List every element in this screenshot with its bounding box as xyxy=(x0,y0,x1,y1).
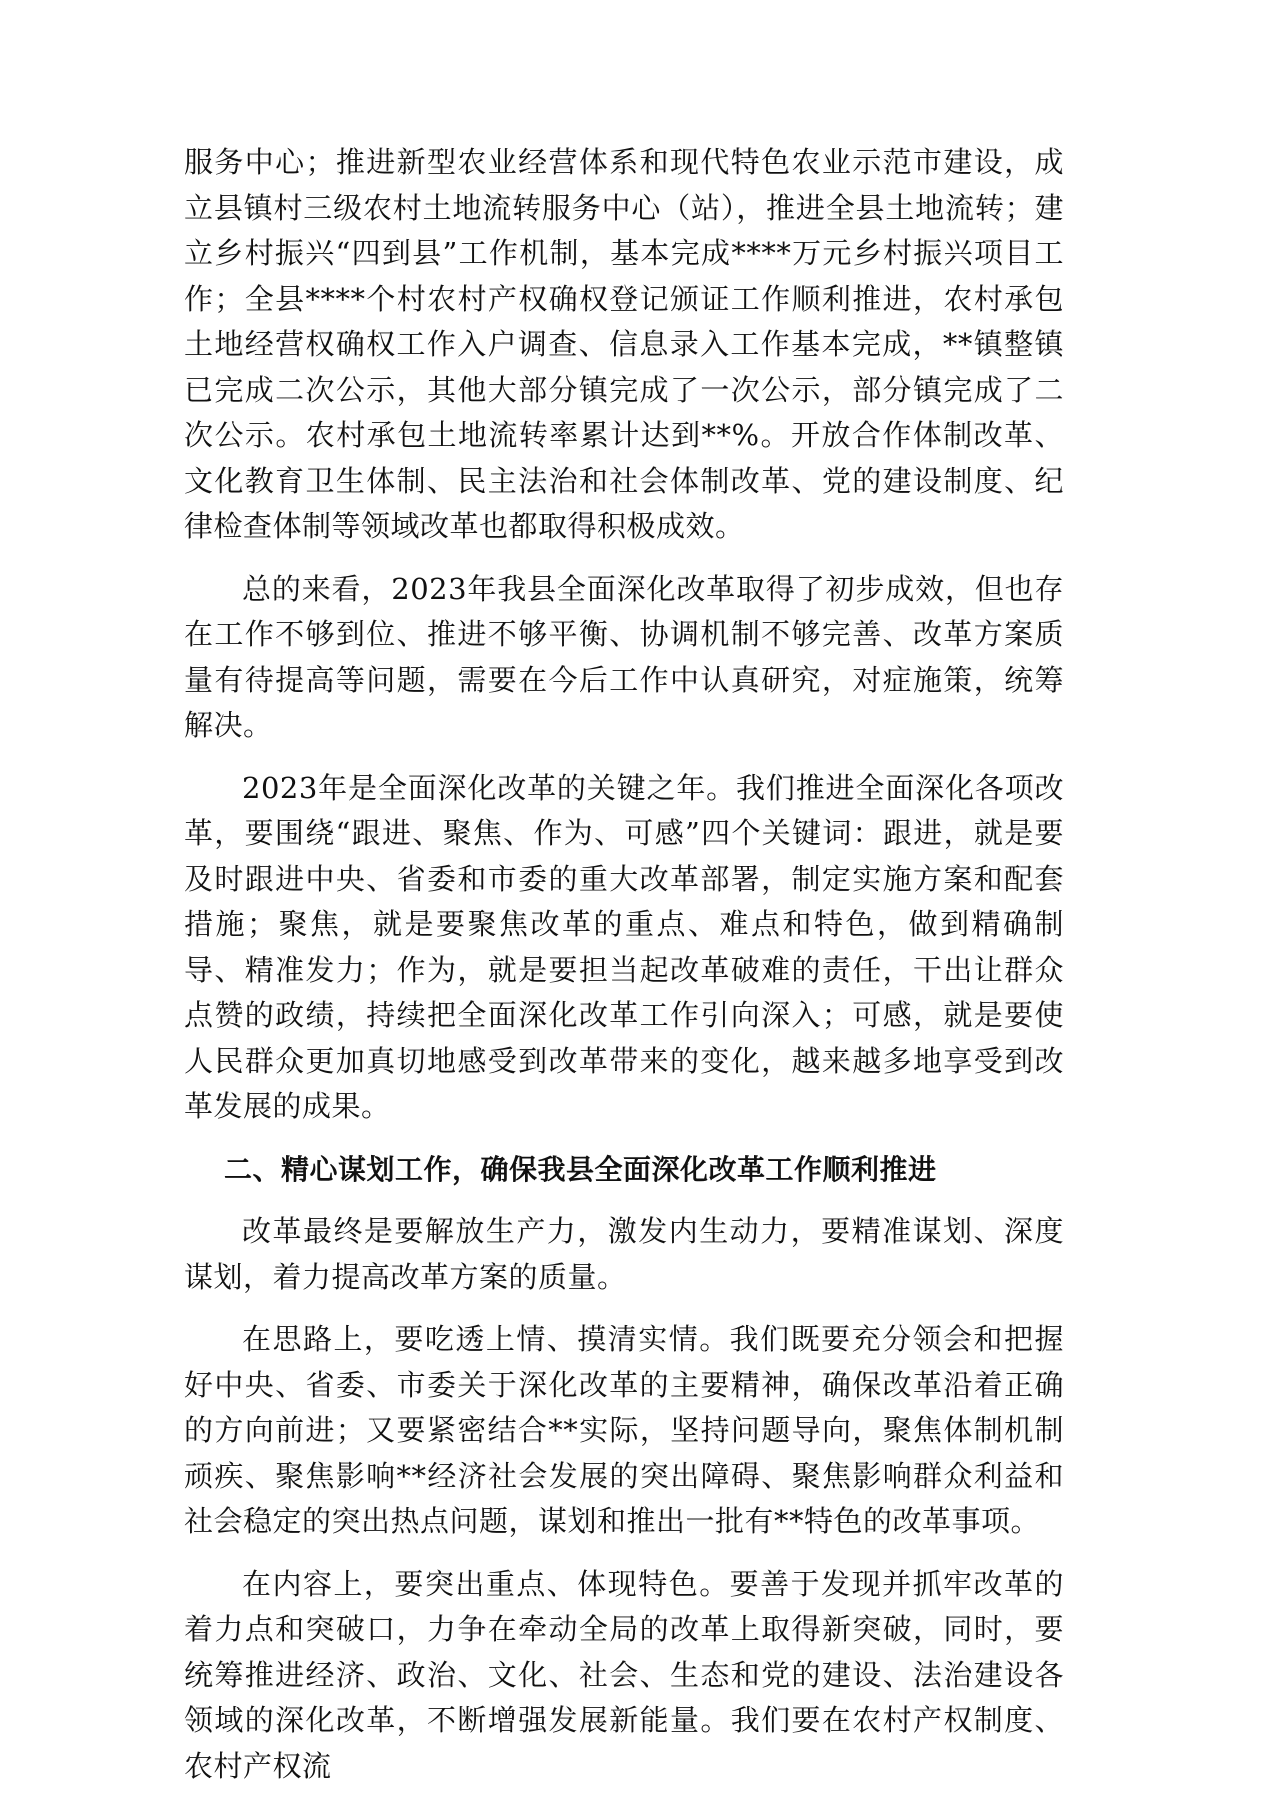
paragraph-thinking: 在思路上，要吃透上情、摸清实情。我们既要充分领会和把握好中央、省委、市委关于深化改革的主要精神，确保改革沿着正确的方向前进；又要紧密结合**实际，坚持问题导向，聚焦体制机制顽疾、聚焦影响**经济社会发展的突出障碍、聚焦影响群众利益和社会稳定的突出热点问题，谋划和推出一批有**特色的改革事项。 xyxy=(184,1322,1064,1538)
paragraph-key-year: 2023年是全面深化改革的关键之年。我们推进全面深化各项改革，要围绕“跟进、聚焦、作为、可感”四个关键词：跟进，就是要及时跟进中央、省委和市委的重大改革部署，制定实施方案和配套措施；聚焦，就是要聚焦改革的重点、难点和特色，做到精确制导、精准发力；作为，就是要担当起改革破难的责任，干出让群众点赞的政绩，持续把全面深化改革工作引向深入；可感，就是要使人民群众更加真切地感受到改革带来的变化，越来越多地享受到改革发展的成果。 xyxy=(184,770,1064,1123)
document-body xyxy=(184,140,1064,1806)
paragraph-content: 在内容上，要突出重点、体现特色。要善于发现并抓牢改革的着力点和突破口，力争在牵动全局的改革上取得新突破，同时，要统筹推进经济、政治、文化、社会、生态和党的建设、法治建设各领域的深化改革，不断增强发展新能量。我们要在农村产权制度、农村产权流 xyxy=(184,1566,1064,1783)
paragraph-overall-summary: 总的来看，2023年我县全面深化改革取得了初步成效，但也存在工作不够到位、推进不够平衡、协调机制不够完善、改革方案质量有待提高等问题，需要在今后工作中认真研究，对症施策，统筹解决。 xyxy=(184,571,1064,742)
section-heading-2: 二、精心谋划工作，确保我县全面深化改革工作顺利推进 xyxy=(224,1152,937,1186)
paragraph-rural-land-reform: 服务中心；推进新型农业经营体系和现代特色农业示范市建设，成立县镇村三级农村土地流转服务中心（站），推进全县土地流转；建立乡村振兴“四到县”工作机制，基本完成****万元乡村振兴项目工作；全县****个村农村产权确权登记颁证工作顺利推进，农村承包土地经营权确权工作入户调查、信息录入工作基本完成，**镇整镇已完成二次公示，其他大部分镇完成了一次公示，部分镇完成了二次公示。农村承包土地流转率累计达到**%。开放合作体制改革、文化教育卫生体制、民主法治和社会体制改革、党的建设制度、纪律检查体制等领域改革也都取得积极成效。 xyxy=(184,145,1064,543)
paragraph-reform-goal: 改革最终是要解放生产力，激发内生动力，要精准谋划、深度谋划，着力提高改革方案的质量。 xyxy=(184,1214,1064,1294)
